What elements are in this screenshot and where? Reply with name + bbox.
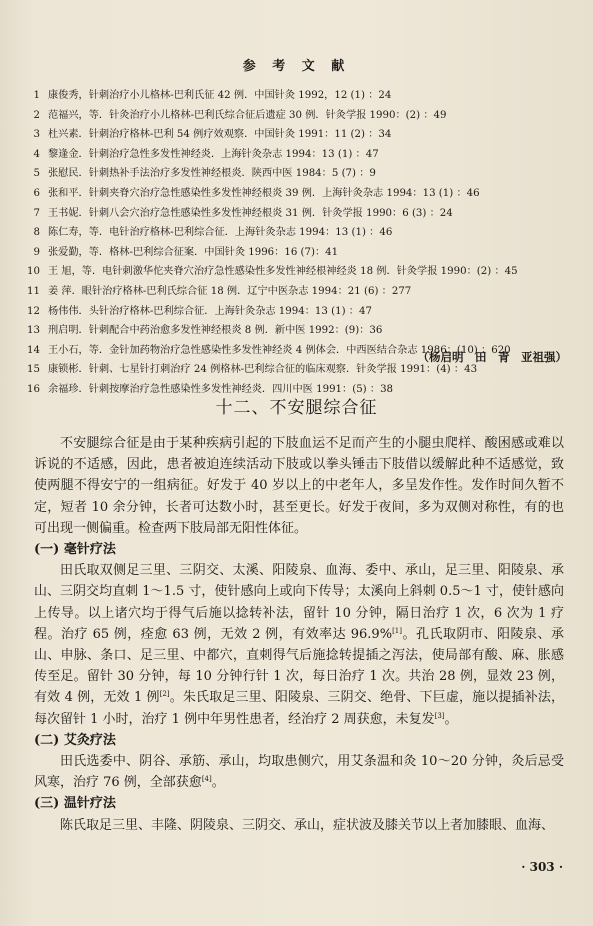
reference-text: 杨伟伟．头针治疗格林-巴利综合征．上海针灸杂志 1994：13 (1) ：47: [48, 305, 372, 317]
intro-paragraph: 不安腿综合征是由于某种疾病引起的下肢血运不足而产生的小腿虫爬样、酸困感或难以诉说的不适感，因此，患者被迫连续活动下肢或以拳头锤击下肢借以缓解此种不适感觉，致使两腿不得安宁的一组病征。好发于 40 岁以上的中老年人，多呈发作性。发作时间久暂不定，短者 10 余分钟，长者可达数小时，甚至更长。好发于夜间，多为双侧对称性，有的也可出现一侧偏重。检查两下肢局部无阳性体征。: [34, 436, 564, 536]
reference-text: 康俊秀，针刺治疗小儿格林-巴利氏征 42 例．中国针灸 1992，12 (1) ：24: [48, 90, 392, 101]
reference-number: 7: [33, 207, 40, 219]
citation: [3]: [434, 711, 445, 720]
reference-text: 张慰民．针刺热补手法治疗多发性神经根炎．陕西中医 1984：5 (7) ：9: [48, 168, 376, 180]
reference-item: [14, 184, 579, 204]
text-run: 。朱氏取足三里、阳陵泉、三阴交、绝骨、下巨虚，施以提插补法，每次留针 1 小时，治疗 1 例中年男性患者，经治疗 2 周获愈，未复发: [34, 690, 564, 727]
reference-item: [14, 106, 579, 126]
reference-number: 13: [27, 325, 40, 337]
reference-text: 张和平．针刺夹脊穴治疗急性感染性多发性神经根炎 39 例．上海针灸杂志 1994：13 (1) ：46: [48, 187, 480, 199]
reference-text: 姜 萍．眼针治疗格林-巴利氏综合征 18 例．辽宁中医杂志 1994：21 (6) ：277: [48, 285, 412, 297]
reference-text: 黎逢金．针刺治疗急性多发性神经炎．上海针灸杂志 1994：13 (1) ：47: [48, 148, 379, 160]
text-run: 陈氏取足三里、丰隆、阴陵泉、三阴交、承山，症状波及膝关节以上者加膝眼、血海、: [60, 817, 555, 833]
reference-item: [14, 243, 579, 263]
reference-item: [14, 262, 579, 282]
text-run: 田氏取双侧足三里、三阴交、太溪、阳陵泉、血海、委中、承山，足三里、阳陵泉、承山、三阴交均直刺 1～1.5 寸，使针感向上或向下传导；太溪向上斜刺 0.5～1 寸，使针感向上传导。以上诸穴均于得气后施以捻转补法，留针 10 分钟，隔日治疗 1 次，6 次为 1 疗程。治疗 65 例，痊愈 63 例，无效 2 例，有效率达 96.9%: [34, 563, 564, 642]
citation: [4]: [201, 775, 212, 784]
reference-number: 16: [27, 383, 40, 395]
reference-number: 10: [27, 266, 40, 278]
reference-number: 4: [33, 148, 40, 160]
reference-item: [14, 282, 579, 302]
reference-number: 1: [33, 90, 40, 101]
subsection-heading-3: (三) 温针疗法: [34, 796, 116, 812]
reference-number: 6: [33, 187, 40, 199]
reference-text: 杜兴素．针刺治疗格林-巴利 54 例疗效观察．中国针灸 1991：11 (2) ：34: [48, 129, 392, 141]
citation: [2]: [159, 690, 170, 699]
reference-text: 王书妮．针刺八会穴治疗急性感染性多发性神经根炎 31 例．针灸学报 1990：6 (3) ：24: [48, 207, 453, 219]
reference-text: 王 旭，等．电针刺激华佗夹脊穴治疗急性感染性多发性神经根神经炎 18 例．针灸学报 1990：(2) ：45: [48, 266, 518, 278]
reference-text: 余福珍．针刺按摩治疗急性感染性多发性神经炎．四川中医 1991：(5) ：38: [48, 383, 394, 395]
reference-item: [14, 145, 579, 165]
reference-number: 5: [33, 168, 40, 180]
reference-text: 张爱勤，等．格林-巴利综合征案．中国针灸 1996：16 (7)：41: [48, 246, 339, 258]
reference-item: [14, 302, 579, 322]
reference-item: [14, 321, 579, 341]
reference-number: 9: [33, 246, 40, 258]
reference-item: [14, 125, 579, 145]
authors-line: （杨启明 田 青 亚祖强）: [417, 350, 567, 364]
reference-number: 2: [33, 109, 40, 121]
reference-number: 12: [27, 305, 40, 317]
subsection-paragraph-1: [34, 560, 564, 730]
text-run: 。: [211, 775, 225, 791]
reference-number: 8: [33, 227, 40, 239]
article-body: [34, 433, 564, 836]
section-title: 十二、不安腿综合征: [215, 398, 378, 418]
reference-text: 范福兴，等．针灸治疗小儿格林-巴利氏综合征后遗症 30 例．针灸学报 1990：(2) ：49: [48, 109, 447, 121]
reference-text: 陈仁寿，等．电针治疗格林-巴利综合征．上海针灸杂志 1994：13 (1) ：46: [48, 227, 393, 239]
subsection-paragraph-2: [34, 751, 564, 793]
page-number: · 303 ·: [521, 860, 563, 874]
reference-item: [14, 164, 579, 184]
reference-text: 刑启明．针刺配合中药治愈多发性神经根炎 8 例．新中医 1992：(9)：36: [48, 325, 383, 337]
reference-number: 11: [27, 285, 40, 297]
reference-number: 14: [27, 344, 40, 356]
text-run: 。: [444, 711, 458, 727]
reference-item: [14, 86, 579, 106]
reference-item: [14, 223, 579, 243]
subsection-heading-2: (二) 艾灸疗法: [34, 732, 116, 748]
citation: [1]: [392, 626, 402, 635]
reference-text: 康锁彬．针刺、七星针打刺治疗 24 例格林-巴利综合征的临床观察．针灸学报 1991：(4) ：43: [48, 364, 478, 376]
reference-item: [14, 204, 579, 224]
text-run: 。孔氏取阴市、阳陵泉、承山、申脉、条口、足三里、中都穴，直刺得气后施捻转提插之泻法，使局部有酸、麻、胀感传至足。留针 30 分钟，每 10 分钟行针 1 次，每日治疗 1 次。共治 28 例，显效 23 例，有效 4 例，无效 1 例: [34, 626, 564, 706]
subsection-heading-1: (一) 毫针疗法: [34, 542, 116, 558]
references-heading: 参 考 文 献: [242, 59, 351, 74]
reference-number: 3: [33, 129, 40, 141]
text-run: 田氏选委中、阴谷、承筋、承山，均取患侧穴，用艾条温和灸 10～20 分钟，灸后忌受风寒，治疗 76 例，全部获愈: [34, 754, 564, 791]
reference-text: 王小石，等．金针加药物治疗急性感染性多发性神经炎 4 例体会．中西医结合杂志 1986：(10) ：620: [48, 344, 511, 356]
reference-number: 15: [27, 364, 40, 376]
subsection-paragraph-3: [34, 815, 564, 836]
